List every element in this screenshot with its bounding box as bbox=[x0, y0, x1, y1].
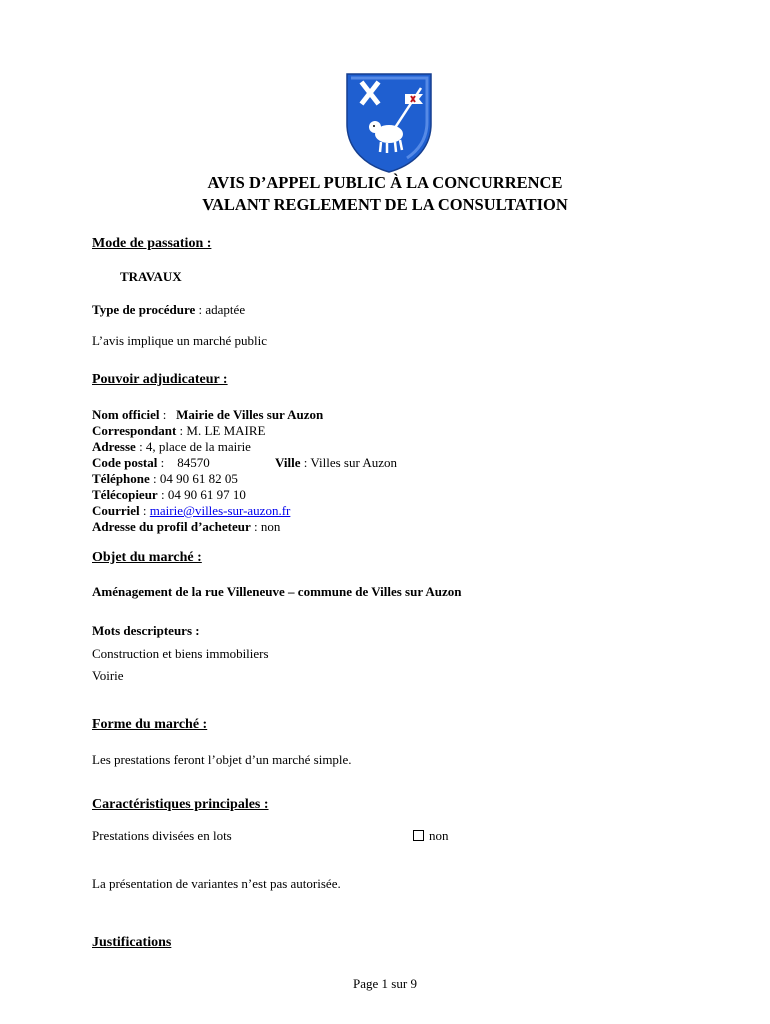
ville-label: Ville bbox=[275, 455, 301, 470]
procedure-label: Type de procédure bbox=[92, 302, 196, 317]
page-number: Page 1 sur 9 bbox=[353, 976, 417, 991]
adresse-line bbox=[92, 439, 251, 455]
nom-officiel-sep: : bbox=[159, 407, 177, 422]
mot-descripteur: Voirie bbox=[92, 668, 124, 683]
courriel-link[interactable]: mairie@villes-sur-auzon.fr bbox=[149, 503, 291, 518]
nom-officiel-value: Mairie de Villes sur Auzon bbox=[176, 407, 324, 422]
telecopieur-line bbox=[92, 487, 246, 503]
lots-label: Prestations divisées en lots bbox=[92, 828, 232, 843]
avis-text: L’avis implique un marché public bbox=[92, 333, 267, 348]
correspondant-value: : M. LE MAIRE bbox=[176, 423, 266, 438]
telecopieur-value: : 04 90 61 97 10 bbox=[157, 487, 246, 502]
lots-value: non bbox=[429, 828, 449, 843]
ville-value: : Villes sur Auzon bbox=[300, 455, 397, 470]
adresse-value: : 4, place de la mairie bbox=[135, 439, 251, 454]
pouvoir-heading: Pouvoir adjudicateur : bbox=[92, 372, 228, 387]
document-title-line1: AVIS D’APPEL PUBLIC À LA CONCURRENCE bbox=[207, 173, 563, 192]
telecopieur-label: Télécopieur bbox=[92, 487, 158, 502]
caracteristiques-heading: Caractéristiques principales : bbox=[92, 797, 269, 812]
objet-heading: Objet du marché : bbox=[92, 550, 202, 565]
adresse-label: Adresse bbox=[92, 439, 136, 454]
mode-type: TRAVAUX bbox=[120, 269, 182, 284]
correspondant-line bbox=[92, 423, 265, 439]
lots-option bbox=[413, 828, 449, 844]
correspondant-label: Correspondant bbox=[92, 423, 177, 438]
objet-description: Aménagement de la rue Villeneuve – commune de Villes sur Auzon bbox=[92, 584, 462, 599]
profil-acheteur-value: : non bbox=[250, 519, 281, 534]
nom-officiel-line bbox=[92, 407, 323, 423]
variantes-text: La présentation de variantes n’est pas autorisée. bbox=[92, 876, 341, 891]
document-title-line2: VALANT REGLEMENT DE LA CONSULTATION bbox=[202, 195, 568, 214]
justifications-heading: Justifications bbox=[92, 935, 172, 950]
courriel-line bbox=[92, 503, 290, 519]
lots-checkbox[interactable] bbox=[413, 830, 424, 841]
forme-heading: Forme du marché : bbox=[92, 717, 208, 732]
coat-of-arms-logo bbox=[343, 72, 435, 174]
telephone-value: : 04 90 61 82 05 bbox=[149, 471, 238, 486]
courriel-label: Courriel bbox=[92, 503, 140, 518]
code-postal-value: : 84570 bbox=[157, 455, 210, 470]
forme-text: Les prestations feront l’objet d’un marché simple. bbox=[92, 752, 352, 767]
telephone-line bbox=[92, 471, 238, 487]
mot-descripteur: Construction et biens immobiliers bbox=[92, 646, 269, 661]
profil-acheteur-line bbox=[92, 519, 280, 535]
procedure-line bbox=[92, 302, 245, 318]
profil-acheteur-label: Adresse du profil d’acheteur bbox=[92, 519, 251, 534]
code-postal-line bbox=[92, 455, 210, 471]
ville-line bbox=[275, 455, 397, 471]
nom-officiel-label: Nom officiel bbox=[92, 407, 160, 422]
telephone-label: Téléphone bbox=[92, 471, 150, 486]
mots-descripteurs-heading: Mots descripteurs : bbox=[92, 623, 200, 638]
courriel-sep: : bbox=[139, 503, 150, 518]
code-postal-label: Code postal bbox=[92, 455, 158, 470]
procedure-value: : adaptée bbox=[195, 302, 246, 317]
mode-passation-heading: Mode de passation : bbox=[92, 236, 212, 251]
